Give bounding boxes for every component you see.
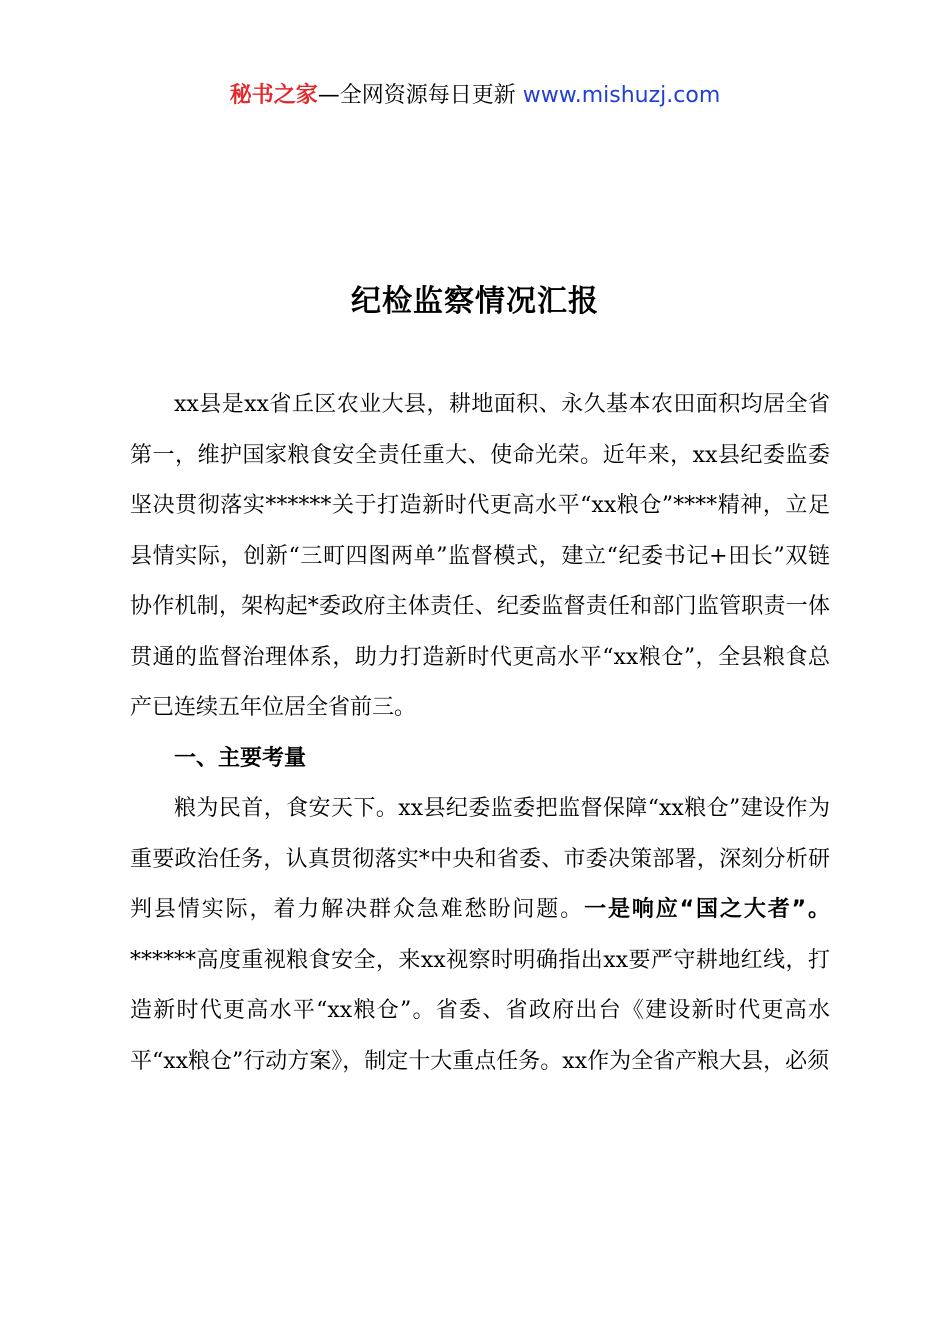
- point-one-heading: 一是响应“国之大者”。: [584, 897, 830, 922]
- document-body: [130, 380, 830, 1087]
- document-title: 纪检监察情况汇报: [351, 284, 599, 319]
- paragraph-considerations-rest: ******高度重视粮食安全，来xx视察时明确指出xx要严守耕地红线，打造新时代更高水平“xx粮仓”。省委、省政府出台《建设新时代更高水平“xx粮仓”行动方案》，制定十大重点任务。xx作为全省产粮大县，必须: [130, 947, 830, 1074]
- paragraph-intro: xx县是xx省丘区农业大县，耕地面积、永久基本农田面积均居全省第一，维护国家粮食安全责任重大、使命光荣。近年来，xx县纪委监委坚决贯彻落实******关于打造新时代更高水平“xx粮仓”****精神，立足县情实际，创新“三町四图两单”监督模式，建立“纪委书记+田长”双链协作机制，架构起*委政府主体责任、纪委监督责任和部门监管职责一体贯通的监督治理体系，助力打造新时代更高水平“xx粮仓”，全县粮食总产已连续五年位居全省前三。: [130, 392, 830, 720]
- section-heading-main-considerations: 一、主要考量: [174, 745, 307, 771]
- site-tagline: —全网资源每日更新: [317, 83, 523, 108]
- paragraph-considerations-intro: 粮为民首，食安天下。xx县纪委监委把监督保障“xx粮仓”建设作为重要政治任务，认真贯彻落实*中央和省委、市委决策部署，深刻分析研判县情实际，着力解决群众急难愁盼问题。: [130, 796, 830, 922]
- site-brand: 秘书之家: [229, 83, 318, 108]
- paragraph-considerations: [130, 784, 830, 1087]
- site-url-link[interactable]: www.mishuzj.com: [522, 83, 721, 108]
- site-header: [0, 78, 950, 114]
